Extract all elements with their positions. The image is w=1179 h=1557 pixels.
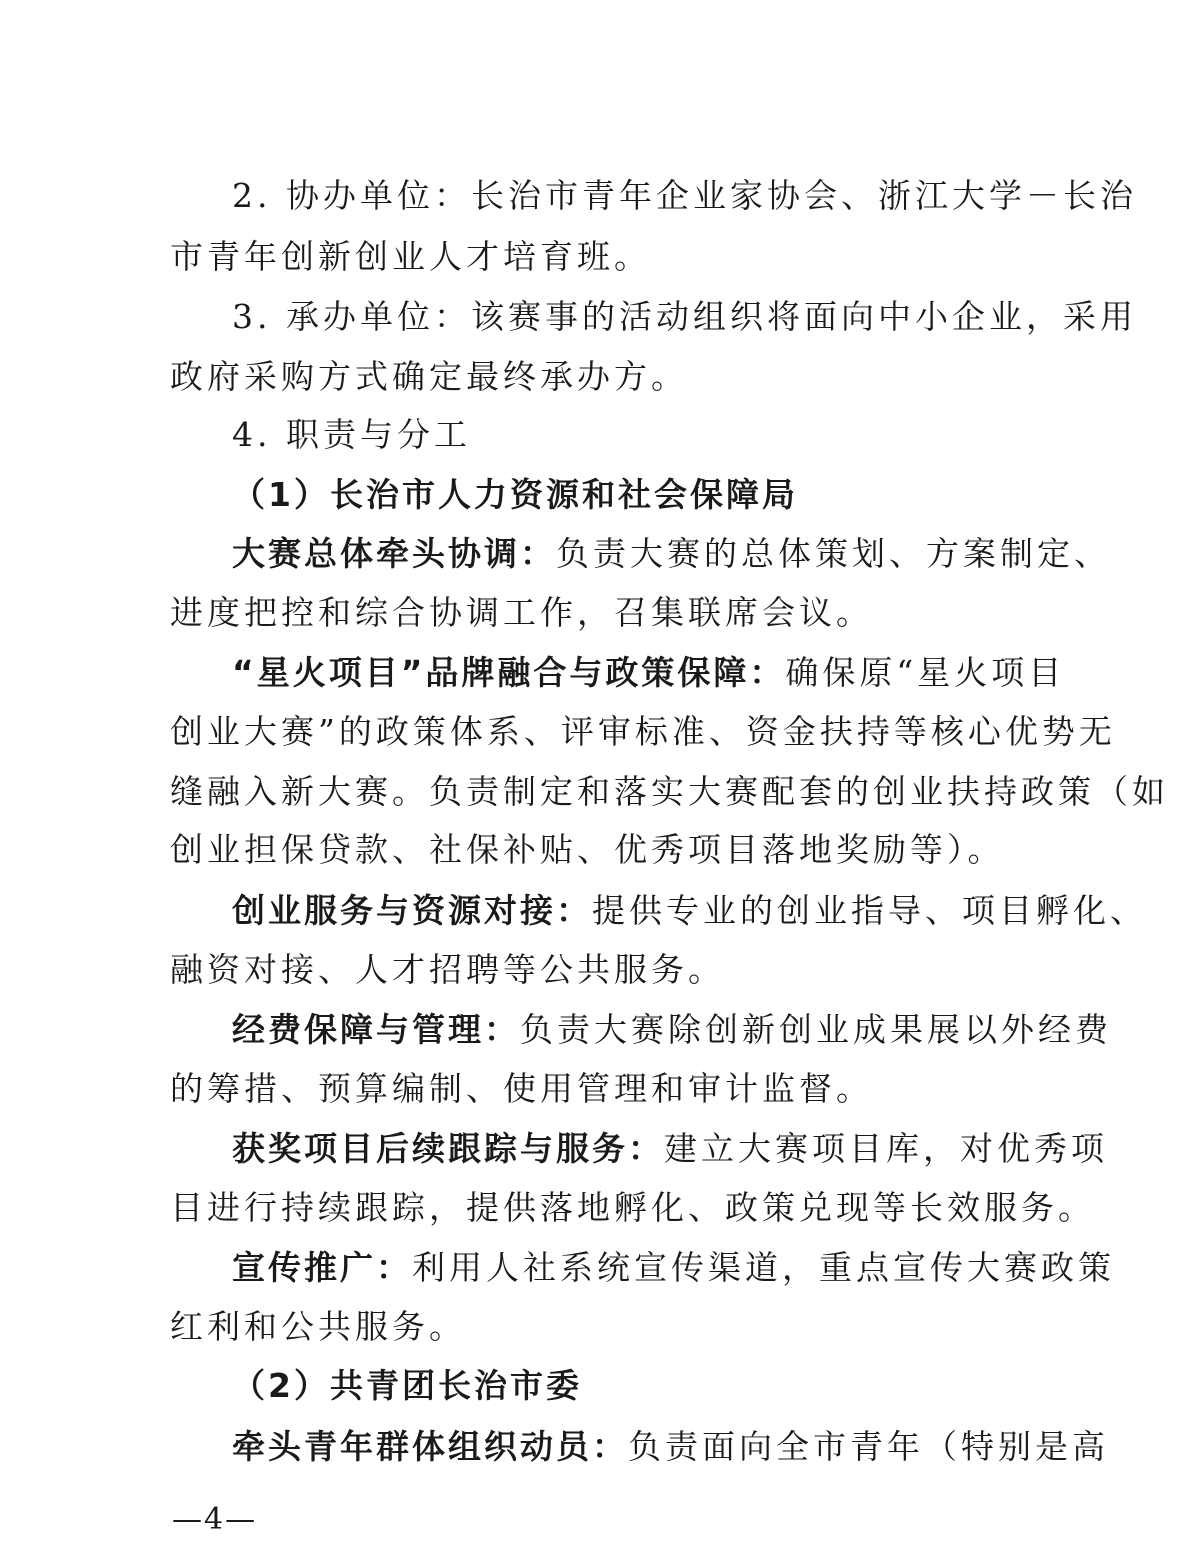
item-5-text: 建立大赛项目库，对优秀项 (664, 1129, 1108, 1168)
item-2-text: 确保原“星火项目 (785, 653, 1066, 692)
item-5-line-2: 目进行持续跟踪，提供落地孵化、政策兑现等长效服务。 (170, 1188, 1095, 1227)
para-3-line-1: 3. 承办单位：该赛事的活动组织将面向中小企业，采用 (232, 297, 1137, 336)
item-7-line-1 (232, 1427, 1109, 1467)
item-3-title: 创业服务与资源对接： (232, 891, 592, 930)
section-1-heading: （1）长治市人力资源和社会保障局 (232, 475, 798, 514)
item-7-title: 牵头青年群体组织动员： (232, 1427, 628, 1466)
item-4-line-1 (232, 1010, 1112, 1050)
para-2-line-2: 市青年创新创业人才培育班。 (170, 237, 651, 276)
item-5-title: 获奖项目后续跟踪与服务： (232, 1129, 664, 1168)
para-4: 4. 职责与分工 (232, 415, 471, 454)
item-1-text: 负责大赛的总体策划、方案制定、 (556, 534, 1111, 573)
item-2-title: “星火项目”品牌融合与政策保障： (232, 653, 786, 692)
item-1-line-2: 进度把控和综合协调工作，召集联席会议。 (170, 593, 873, 632)
item-2-line-2: 创业大赛”的政策体系、评审标准、资金扶持等核心优势无 (170, 712, 1116, 751)
item-1-title: 大赛总体牵头协调： (232, 534, 556, 573)
item-1-line-1 (232, 534, 1111, 574)
item-5-line-1 (232, 1129, 1108, 1169)
section-2-heading: （2）共青团长治市委 (232, 1366, 582, 1405)
item-6-title: 宣传推广： (232, 1248, 412, 1287)
item-2-line-4: 创业担保贷款、社保补贴、优秀项目落地奖励等）。 (170, 830, 1005, 869)
item-3-text: 提供专业的创业指导、项目孵化、 (592, 891, 1147, 930)
para-2-line-1: 2. 协办单位：长治市青年企业家协会、浙江大学－长治 (232, 176, 1137, 215)
item-2-line-3: 缝融入新大赛。负责制定和落实大赛配套的创业扶持政策（如 (170, 772, 1169, 811)
item-7-text: 负责面向全市青年（特别是高 (628, 1427, 1109, 1466)
item-3-line-2: 融资对接、人才招聘等公共服务。 (170, 950, 725, 989)
item-4-title: 经费保障与管理： (232, 1010, 520, 1049)
item-4-line-2: 的筹措、预算编制、使用管理和审计监督。 (170, 1069, 873, 1108)
item-2-line-1 (232, 653, 1066, 693)
para-3-line-2: 政府采购方式确定最终承办方。 (170, 357, 688, 396)
item-6-text: 利用人社系统宣传渠道，重点宣传大赛政策 (412, 1248, 1115, 1287)
page-number: —4— (172, 1502, 258, 1537)
item-3-line-1 (232, 891, 1147, 931)
item-6-line-1 (232, 1248, 1115, 1288)
item-4-text: 负责大赛除创新创业成果展以外经费 (520, 1010, 1112, 1049)
item-6-line-2: 红利和公共服务。 (170, 1307, 466, 1346)
